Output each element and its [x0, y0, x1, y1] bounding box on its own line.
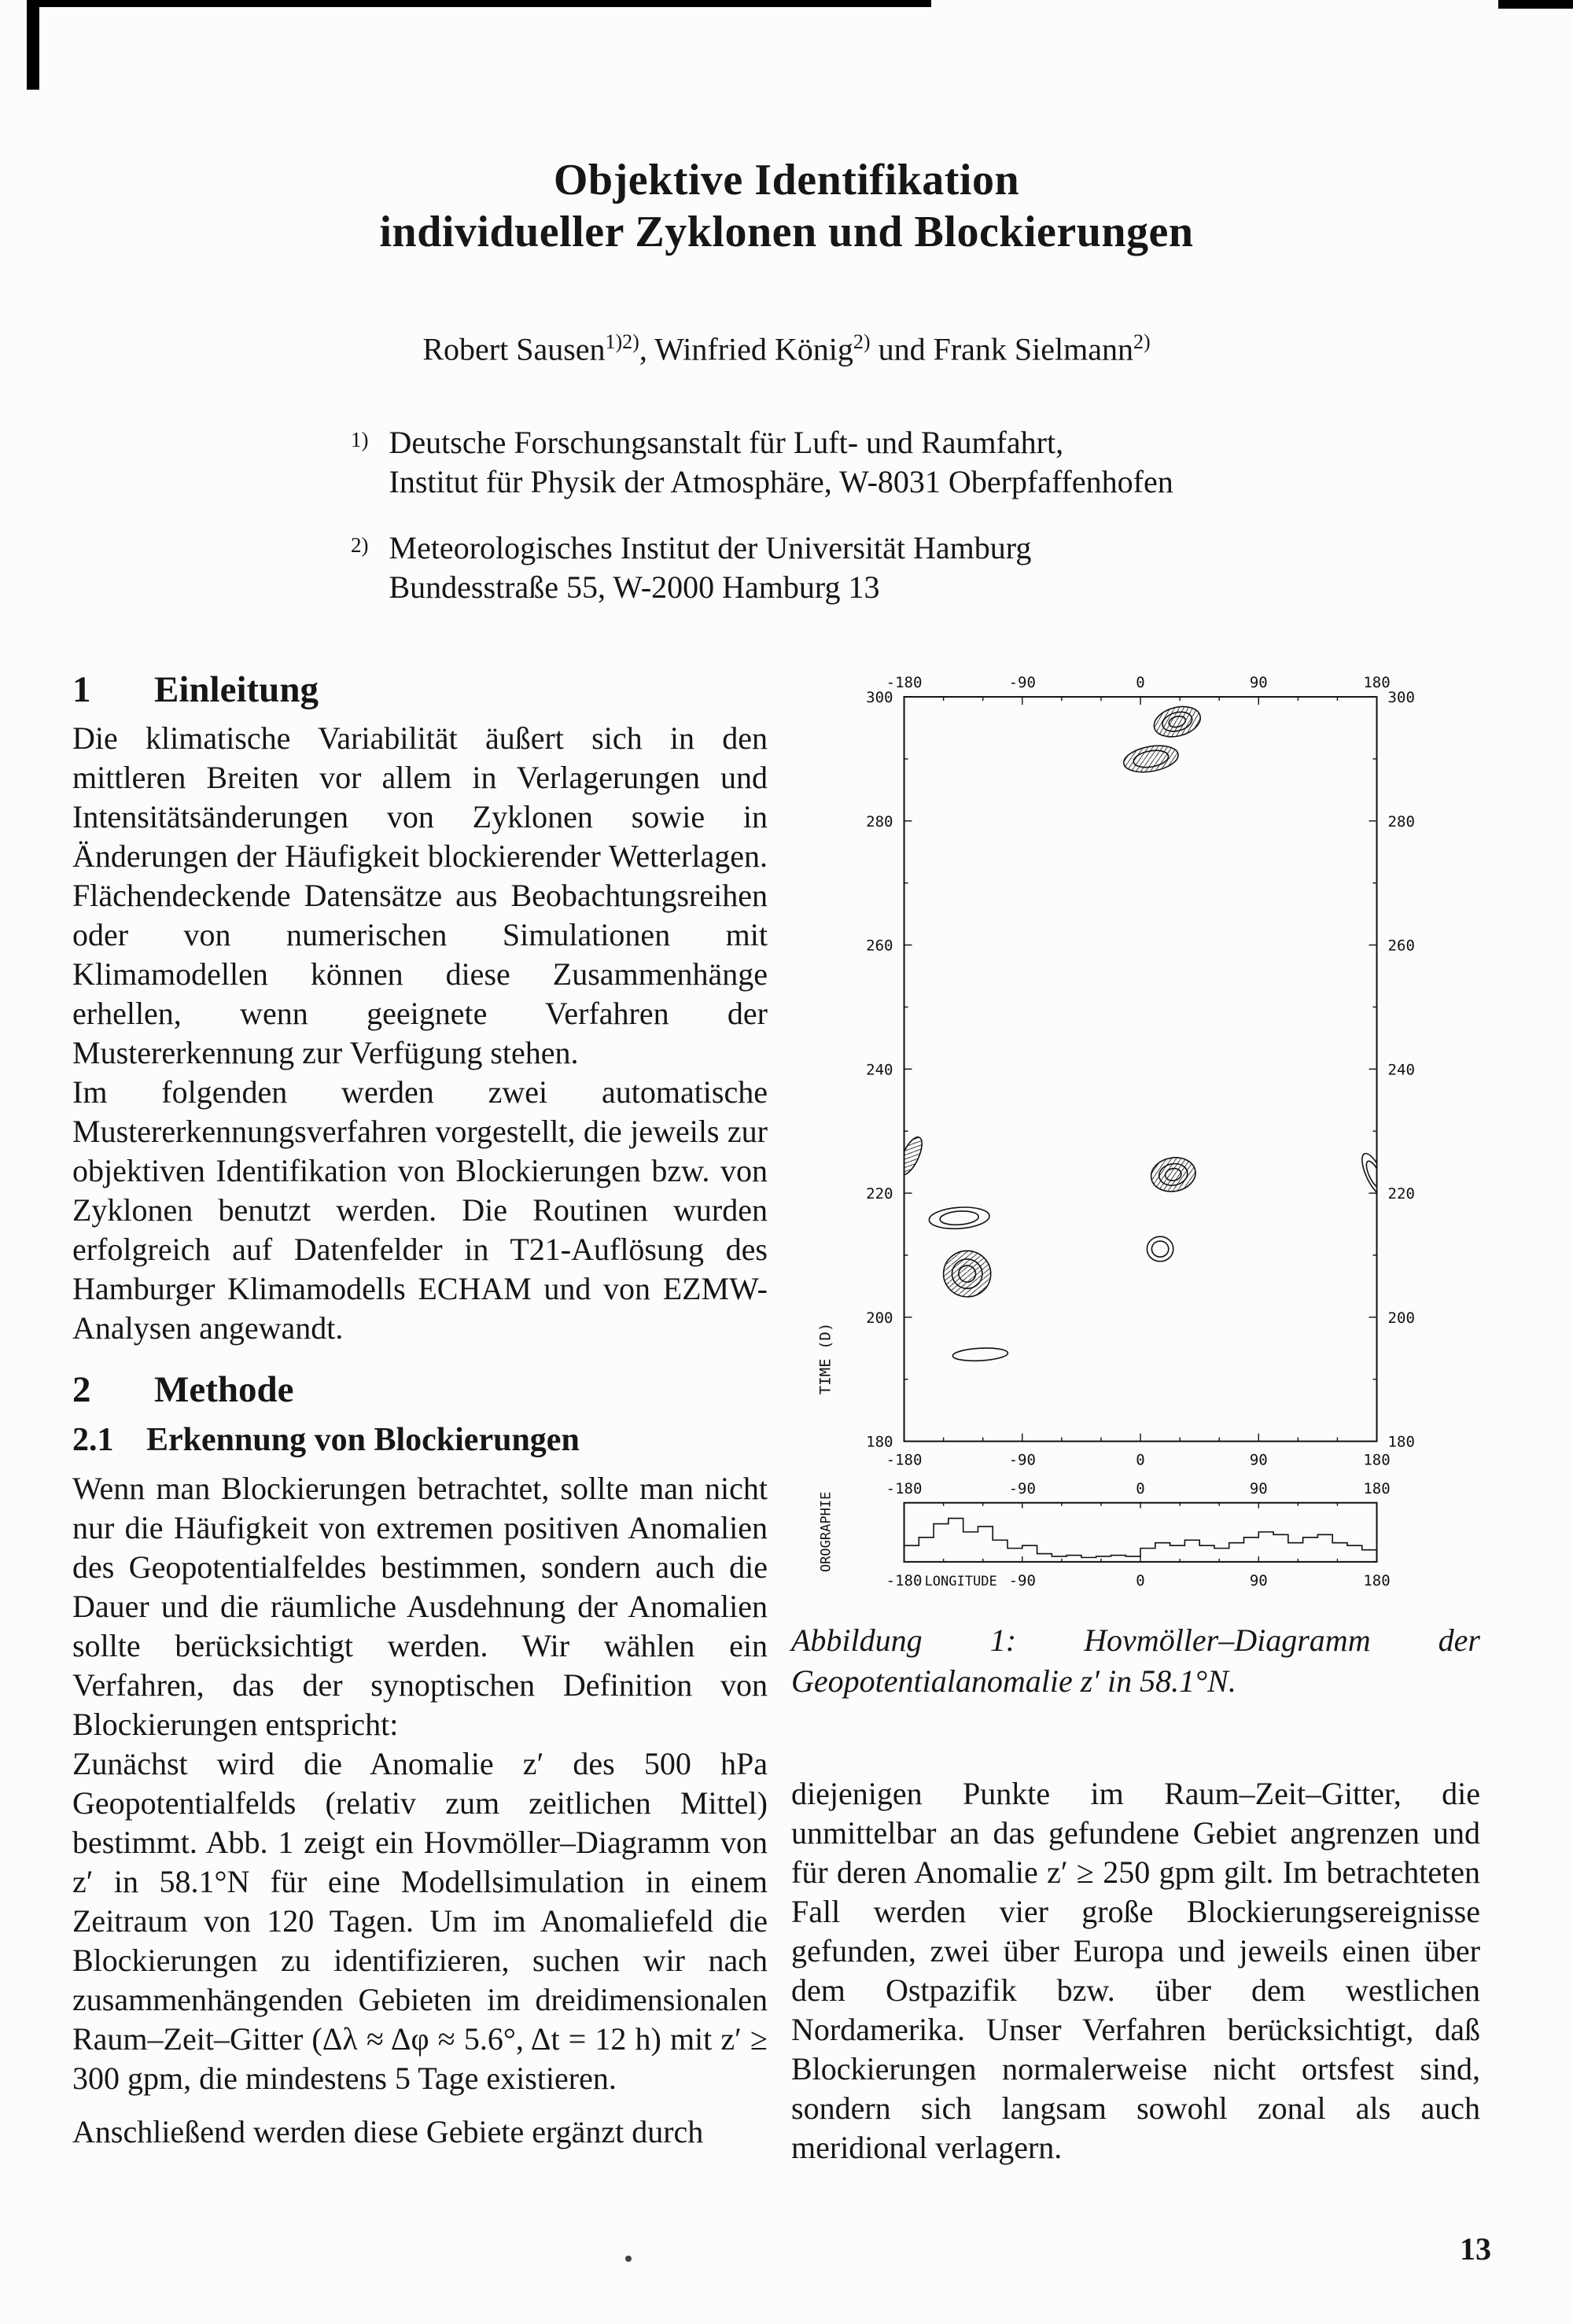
- affiliation-1-text: [389, 423, 1173, 502]
- contour-ring: [1357, 1151, 1391, 1199]
- contour-ring: [1151, 1241, 1168, 1257]
- affiliation-2: [351, 529, 1031, 607]
- contour-ring: [1151, 702, 1203, 742]
- paper-title: [0, 154, 1573, 258]
- author-1-footnote-marks: 1)2): [605, 330, 639, 353]
- contour-ring: [1147, 1236, 1173, 1261]
- svg-text:240: 240: [1387, 1061, 1415, 1079]
- svg-text:180: 180: [1363, 1571, 1391, 1589]
- contour-ring: [895, 1134, 926, 1178]
- svg-text:260: 260: [1387, 937, 1415, 955]
- svg-text:240: 240: [866, 1061, 893, 1079]
- author-3-footnote-marks: 2): [1133, 330, 1151, 353]
- scan-artifact-right-bar: [1498, 0, 1573, 9]
- contour-ring: [1122, 742, 1181, 775]
- svg-text:180: 180: [1363, 674, 1391, 692]
- section-2-number: 2: [72, 1369, 91, 1410]
- svg-text:LONGITUDE: LONGITUDE: [924, 1573, 997, 1589]
- section-2-1-heading: [72, 1420, 768, 1460]
- svg-text:200: 200: [866, 1309, 893, 1327]
- time-axis-label: TIME (D): [816, 1322, 834, 1395]
- paragraph: diejenigen Punkte im Raum–Zeit–Gitter, die unmittelbar an das gefundene Gebiet angrenzen und für deren Anomalie z′ ≥ 250 gpm gilt. Im betrachteten Fall werden vier große Blockierungsereignisse gefunden, zwei über Europa und jeweils einen über dem Ostpazifik bzw. über dem westlichen Nordamerika. Unser Verfahren berücksichtigt, daß Blockierungen normalerweise nicht ortsfest sind, sondern sich langsam sowohl zonal als auch meridional verlagern.: [791, 1776, 1480, 2165]
- left-column: [72, 670, 768, 2152]
- figure-axes: [816, 674, 1415, 1589]
- svg-text:200: 200: [1387, 1309, 1415, 1327]
- contour-ring: [940, 1210, 979, 1226]
- page-number: 13: [1460, 2231, 1491, 2267]
- affiliation-2-text: [389, 529, 1032, 607]
- svg-text:90: 90: [1249, 1479, 1268, 1497]
- svg-text:180: 180: [1363, 1479, 1391, 1497]
- svg-text:90: 90: [1249, 1571, 1268, 1589]
- svg-text:-180: -180: [886, 1479, 923, 1497]
- hovmoller-diagram: [801, 665, 1449, 1611]
- main-plot-frame: [904, 697, 1377, 1442]
- contour-ring: [952, 1346, 1008, 1361]
- author-3: und Frank Sielmann: [870, 331, 1133, 367]
- svg-text:260: 260: [866, 937, 893, 955]
- contour-ring: [941, 1249, 993, 1298]
- paper-title-line1: Objektive Identifikation: [553, 156, 1020, 204]
- contour-ring: [928, 1206, 989, 1231]
- svg-text:220: 220: [866, 1185, 893, 1203]
- svg-text:280: 280: [1387, 812, 1415, 831]
- paragraph: Im folgenden werden zwei automatische Mustererkennungsverfahren vorgestellt, die jeweils zur objektiven Identifikation von Blockierungen bzw. von Zyklonen benutzt werden. Die Routinen wurden erfolgreich auf Datenfelder in T21-Auflösung des Hamburger Klimamodells ECHAM und von EZMW-Analysen angewandt.: [72, 1074, 768, 1346]
- svg-text:-90: -90: [1008, 1479, 1036, 1497]
- affiliation-1-marker: 1): [351, 428, 369, 451]
- svg-text:280: 280: [866, 812, 893, 831]
- svg-text:-180: -180: [886, 1571, 923, 1589]
- svg-text:300: 300: [866, 689, 893, 707]
- section-1-heading: [72, 670, 768, 709]
- svg-text:90: 90: [1249, 674, 1268, 692]
- section-1-title: Einleitung: [154, 669, 319, 710]
- svg-text:0: 0: [1136, 1451, 1145, 1469]
- section-2-heading: [72, 1370, 768, 1409]
- orography-profile: [904, 1519, 1377, 1562]
- paragraph: Anschließend werden diese Gebiete ergänzt durch: [72, 2114, 704, 2149]
- svg-text:90: 90: [1249, 1451, 1268, 1469]
- author-2-footnote-marks: 2): [853, 330, 871, 353]
- svg-text:180: 180: [1387, 1433, 1415, 1451]
- figure-1: [801, 665, 1449, 1611]
- affiliation-2-marker: 2): [351, 533, 369, 557]
- svg-text:-90: -90: [1008, 1451, 1036, 1469]
- right-column: [791, 1774, 1480, 2167]
- author-1: Robert Sausen: [422, 331, 606, 367]
- svg-text:-180: -180: [886, 674, 923, 692]
- paragraph: Zunächst wird die Anomalie z′ des 500 hPa Geopotentialfelds (relativ zum zeitlichen Mittel) bestimmt. Abb. 1 zeigt ein Hovmöller–Diagramm von z′ in 58.1°N für eine Modellsimulation in einem Zeitraum von 120 Tagen. Um im Anomaliefeld die Blockierungen zu identifizieren, suchen wir nach zusammenhängenden Gebieten im dreidimensionalen Raum–Zeit–Gitter (Δλ ≈ Δφ ≈ 5.6°, Δt = 12 h) mit z′ ≥ 300 gpm, die mindestens 5 Tage existieren.: [72, 1746, 768, 2096]
- scan-artifact-left-bar: [27, 0, 39, 90]
- affiliation-2-line1: Meteorologisches Institut der Universität Hamburg: [389, 530, 1032, 565]
- section-1-number: 1: [72, 669, 91, 710]
- svg-text:-90: -90: [1008, 674, 1036, 692]
- section-2-1-title: Erkennung von Blockierungen: [146, 1422, 580, 1458]
- affiliation-1: [351, 423, 1173, 502]
- paragraph: Wenn man Blockierungen betrachtet, sollte man nicht nur die Häufigkeit von extremen positiven Anomalien des Geopotentialfeldes bestimmen, sondern auch die Dauer und die räumliche Ausdehnung der Anomalien sollte berücksichtigt werden. Wir wählen ein Verfahren, das der synoptischen Definition von Blockierungen entspricht:: [72, 1471, 768, 1742]
- svg-text:220: 220: [1387, 1185, 1415, 1203]
- paragraph: Die klimatische Variabilität äußert sich in den mittleren Breiten vor allem in Verlagerungen und Intensitätsänderungen von Zyklonen sowie in Änderungen der Häufigkeit blockierender Wetterlagen. Flächendeckende Datensätze aus Beobachtungsreihen oder von numerischen Simulationen mit Klimamodellen können diese Zusammenhänge erhellen, wenn geeignete Verfahren der Mustererkennung zur Verfügung stehen.: [72, 720, 768, 1070]
- svg-text:-180: -180: [886, 1451, 923, 1469]
- contour-ring: [1363, 1159, 1384, 1190]
- scan-artifact-top-bar: [27, 0, 931, 7]
- section-2-title: Methode: [154, 1369, 294, 1410]
- svg-text:180: 180: [866, 1433, 893, 1451]
- paper-title-line2: individueller Zyklonen und Blockierungen: [379, 208, 1194, 256]
- svg-text:0: 0: [1136, 1479, 1145, 1497]
- orography-axis-label: OROGRAPHIE: [818, 1491, 834, 1573]
- affiliation-1-line1: Deutsche Forschungsanstalt für Luft- und Raumfahrt,: [389, 425, 1064, 460]
- svg-text:0: 0: [1136, 1571, 1145, 1589]
- affiliation-1-line2: Institut für Physik der Atmosphäre, W-8031 Oberpfaffenhofen: [389, 464, 1173, 499]
- scan-artifact-dot: [625, 2256, 632, 2262]
- svg-text:0: 0: [1136, 674, 1145, 692]
- svg-text:300: 300: [1387, 689, 1415, 707]
- figure-1-caption: Abbildung 1: Hovmöller–Diagramm der Geopotentialanomalie z′ in 58.1°N.: [791, 1622, 1480, 1699]
- author-2: , Winfried König: [639, 331, 853, 367]
- svg-text:-90: -90: [1008, 1571, 1036, 1589]
- contour-blobs: [895, 702, 1391, 1362]
- svg-text:180: 180: [1363, 1451, 1391, 1469]
- contour-ring: [1148, 1155, 1198, 1195]
- affiliation-2-line2: Bundesstraße 55, W-2000 Hamburg 13: [389, 569, 880, 605]
- section-2-1-number: 2.1: [72, 1422, 114, 1458]
- authors-line: [0, 330, 1573, 367]
